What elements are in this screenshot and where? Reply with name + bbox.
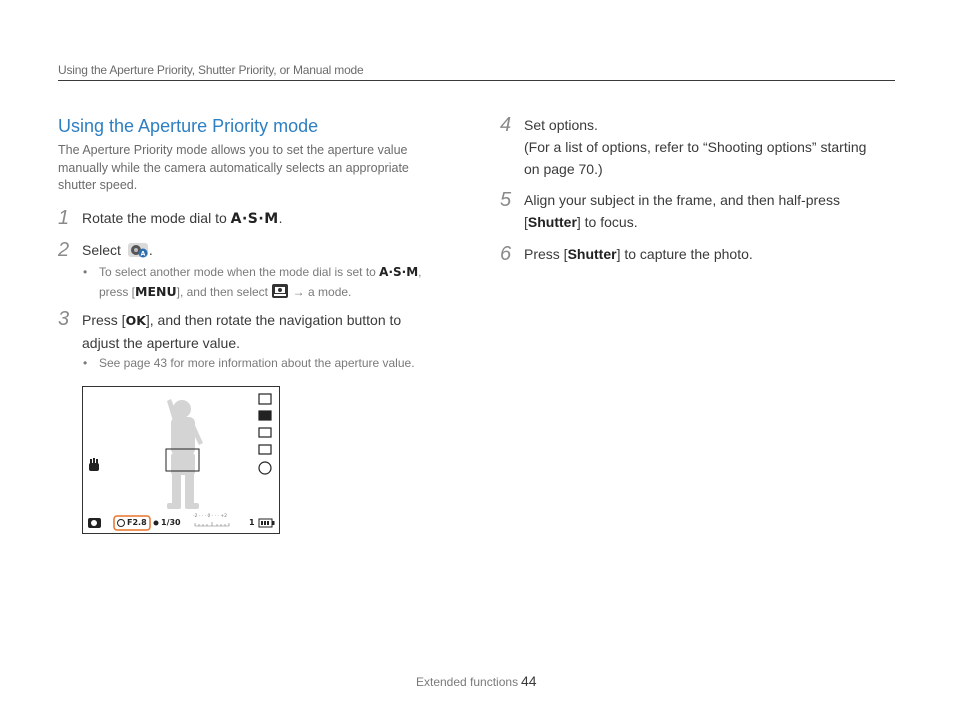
step-3-text-a: Press [ [82,312,126,328]
step-3-bullet [83,354,415,373]
step-4-line-3: on page 70.) [524,161,603,177]
svg-text:A: A [140,250,146,258]
asm-mode-label: A·S·M [379,265,419,279]
bullet-dot: • [83,265,88,279]
step-6-text-a: Press [ [524,246,568,262]
step-5-number: 5 [500,189,512,211]
header-divider [58,80,895,81]
step-3-bullet-text: See page 43 for more information about the aperture value. [99,356,415,370]
step-6-text-b: ] to capture the photo. [616,246,753,262]
step-3-number: 3 [58,308,70,330]
bullet-dot: • [83,356,88,370]
bullet-text-c: press [ [99,285,136,299]
right-status-icons [259,394,271,474]
breadcrumb: Using the Aperture Priority, Shutter Priority, or Manual mode [58,63,364,77]
bullet-text-e: → a mode. [289,285,352,299]
step-4-line-1: Set options. [524,117,598,133]
footer-section-label: Extended functions [416,675,519,689]
step-3-text-b: ], and then rotate the navigation button to [145,312,402,328]
aperture-icon [118,520,125,527]
step-5-line-2b: ] to focus. [576,214,638,230]
battery-icon [259,519,274,527]
stabilizer-icon [89,458,99,471]
step-1-number: 1 [58,207,70,229]
shutter-key-label: Shutter [527,214,577,230]
step-5-line-2a: [ [524,214,528,230]
exposure-scale-label: -2 · · · 0 · · · +2 [193,514,228,519]
step-3 [82,309,401,354]
step-2-text: Select [82,242,125,258]
step-4-number: 4 [500,114,512,136]
step-3-text-c: adjust the aperture value. [82,335,240,351]
shooting-mode-icon [271,283,289,299]
menu-key-label: MENU [135,284,177,299]
bullet-text-a: To select another mode when the mode dial is set to [99,265,380,279]
shutter-icon [154,521,159,526]
step-5 [524,189,894,233]
step-2-bullet [83,263,422,302]
step-2 [82,239,153,261]
step-1-text: Rotate the mode dial to [82,210,231,226]
step-4-line-2: (For a list of options, refer to “Shooting options” starting [524,139,867,155]
shutter-key-label: Shutter [567,246,617,262]
camera-mode-icon [88,518,101,528]
subject-silhouette [167,399,203,509]
battery-count: 1 [249,518,255,527]
aperture-value: F2.8 [127,518,147,527]
step-6 [524,243,894,265]
shutter-value: 1/30 [161,518,181,527]
step-2-end: . [148,242,153,258]
ok-key-label: OK [125,313,146,328]
page-number: 44 [521,673,537,689]
exposure-scale-ticks [195,522,229,526]
asm-mode-label: A·S·M [230,211,279,227]
step-5-line-1: Align your subject in the frame, and then half-press [524,192,840,208]
bullet-text-d: ], and then select [176,285,272,299]
step-6-number: 6 [500,243,512,265]
camera-screen-illustration [82,386,280,534]
bullet-text-b: , [418,265,422,279]
step-2-number: 2 [58,239,70,261]
step-4 [524,114,894,180]
section-intro: The Aperture Priority mode allows you to set the aperture value manually while the camera automatically selects an appropriate shutter speed. [58,143,409,192]
step-1 [82,207,283,230]
step-1-end: . [278,210,283,226]
aperture-priority-mode-icon [127,241,149,259]
section-title: Using the Aperture Priority mode [58,116,319,136]
